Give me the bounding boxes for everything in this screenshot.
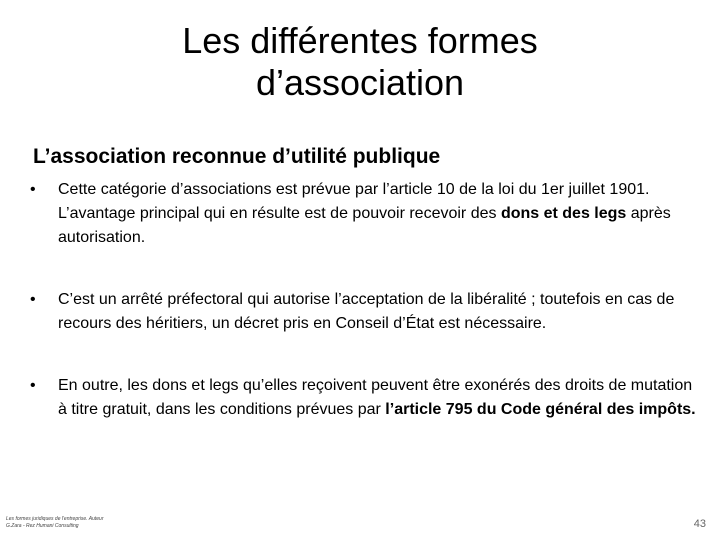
bullet-text: En outre, les dons et legs qu’elles reçoivent peuvent être exonérés des droits de mutation à titre gratuit, dans les conditions prévues par [58, 377, 693, 418]
title-line-1: Les différentes formes [182, 20, 538, 61]
bullet-dot: • [30, 291, 36, 308]
bullet-bold-text: dons et des legs [500, 205, 627, 222]
footer-line-1: Les formes juridiques de l'entreprise. Auteur [6, 516, 104, 522]
bullet-text: après autorisation. [58, 205, 671, 246]
bullet-item [30, 288, 705, 336]
bullet-item [30, 178, 705, 250]
bullet-list [30, 178, 705, 422]
bullet-dot: • [30, 181, 36, 198]
bullet-bold-text: l’article 795 du Code général des impôts. [385, 401, 696, 418]
footer-line-2: G.Zara - Rez Humani Consulting [6, 523, 79, 529]
slide-title [0, 20, 720, 104]
bullet-text: Cette catégorie d’associations est prévue par l’article 10 de la loi du 1er juillet 1901. L’avantage principal qui en résulte est de pouvoir recevoir des [58, 181, 650, 222]
bullet-dot: • [30, 377, 36, 394]
page-number: 43 [693, 518, 706, 530]
bullet-item [30, 374, 705, 422]
slide-footer [6, 516, 146, 530]
title-line-2: d’association [255, 62, 465, 103]
bullet-text: C’est un arrêté préfectoral qui autorise l’acceptation de la libéralité ; toutefois en cas de recours des héritiers, un décret pris en Conseil d’État est nécessaire. [58, 291, 675, 332]
slide-subtitle: L’association reconnue d’utilité publique [33, 145, 441, 168]
